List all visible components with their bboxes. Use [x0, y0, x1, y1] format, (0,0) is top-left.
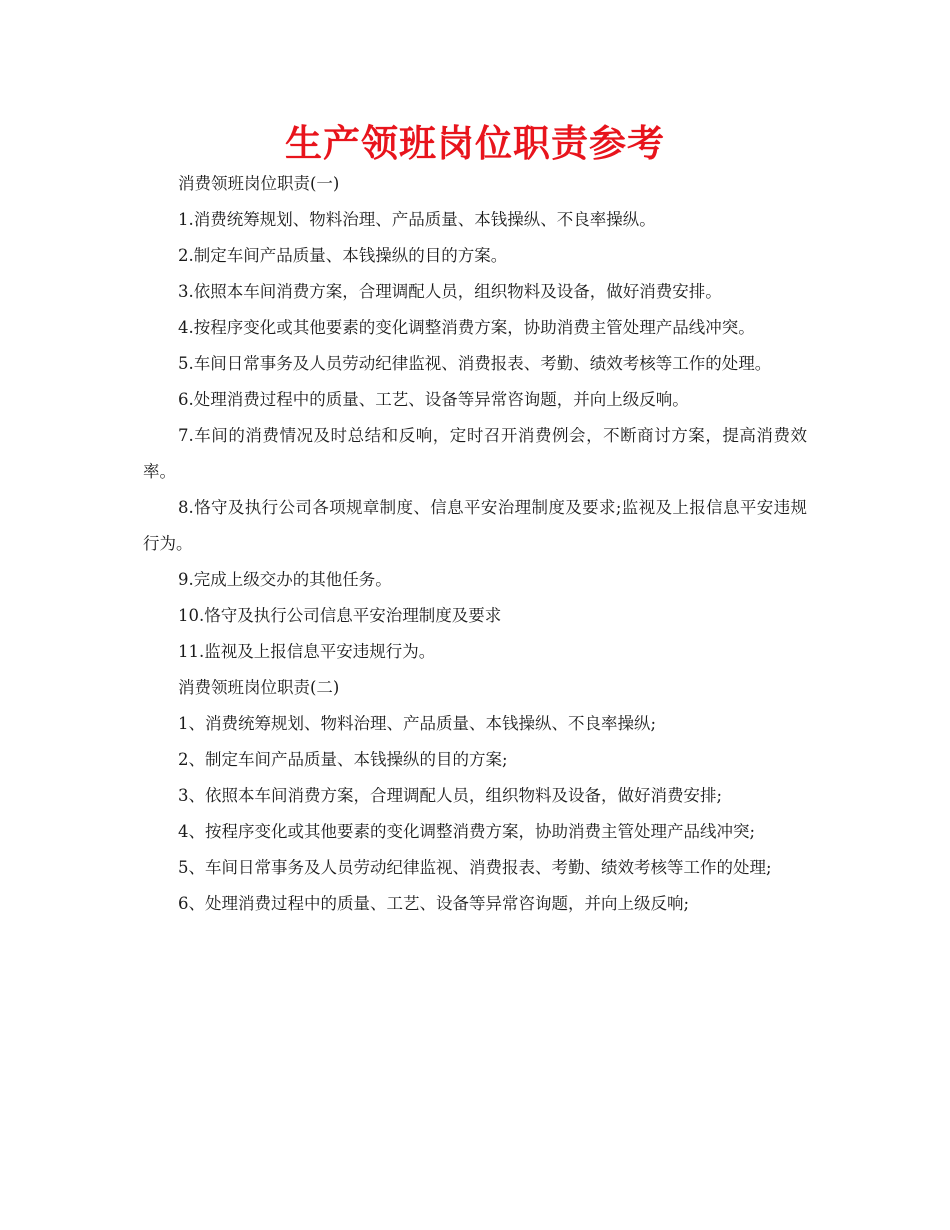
paragraph: 3、依照本车间消费方案，合理调配人员，组织物料及设备，做好消费安排;: [178, 786, 723, 805]
paragraph: 2.制定车间产品质量、本钱操纵的目的方案。: [178, 246, 508, 265]
paragraph: 4、按程序变化或其他要素的变化调整消费方案，协助消费主管处理产品线冲突;: [178, 822, 756, 841]
paragraph: 10.恪守及执行公司信息平安治理制度及要求: [178, 606, 502, 625]
paragraph: 2、制定车间产品质量、本钱操纵的目的方案;: [178, 750, 508, 769]
document-title: 生产领班岗位职责参考: [285, 122, 665, 165]
paragraph: 11.监视及上报信息平安违规行为。: [178, 642, 436, 661]
section-heading-1: 消费领班岗位职责(一): [178, 174, 340, 193]
paragraph: 6、处理消费过程中的质量、工艺、设备等异常咨询题，并向上级反响;: [178, 894, 690, 913]
section-heading-2: 消费领班岗位职责(二): [178, 678, 340, 697]
paragraph: 3.依照本车间消费方案，合理调配人员，组织物料及设备，做好消费安排。: [178, 282, 722, 301]
paragraph: 1.消费统筹规划、物料治理、产品质量、本钱操纵、不良率操纵。: [178, 210, 656, 229]
paragraph: 7.车间的消费情况及时总结和反响，定时召开消费例会，不断商讨方案，提高消费效率。: [143, 426, 807, 481]
paragraph: 8.恪守及执行公司各项规章制度、信息平安治理制度及要求;监视及上报信息平安违规行为。: [143, 498, 807, 553]
paragraph: 4.按程序变化或其他要素的变化调整消费方案，协助消费主管处理产品线冲突。: [178, 318, 755, 337]
paragraph: 5、车间日常事务及人员劳动纪律监视、消费报表、考勤、绩效考核等工作的处理;: [178, 858, 772, 877]
paragraph: 6.处理消费过程中的质量、工艺、设备等异常咨询题，并向上级反响。: [178, 390, 689, 409]
paragraph: 5.车间日常事务及人员劳动纪律监视、消费报表、考勤、绩效考核等工作的处理。: [178, 354, 772, 373]
document-body: [143, 166, 807, 922]
paragraph: 9.完成上级交办的其他任务。: [178, 570, 392, 589]
paragraph: 1、消费统筹规划、物料治理、产品质量、本钱操纵、不良率操纵;: [178, 714, 657, 733]
